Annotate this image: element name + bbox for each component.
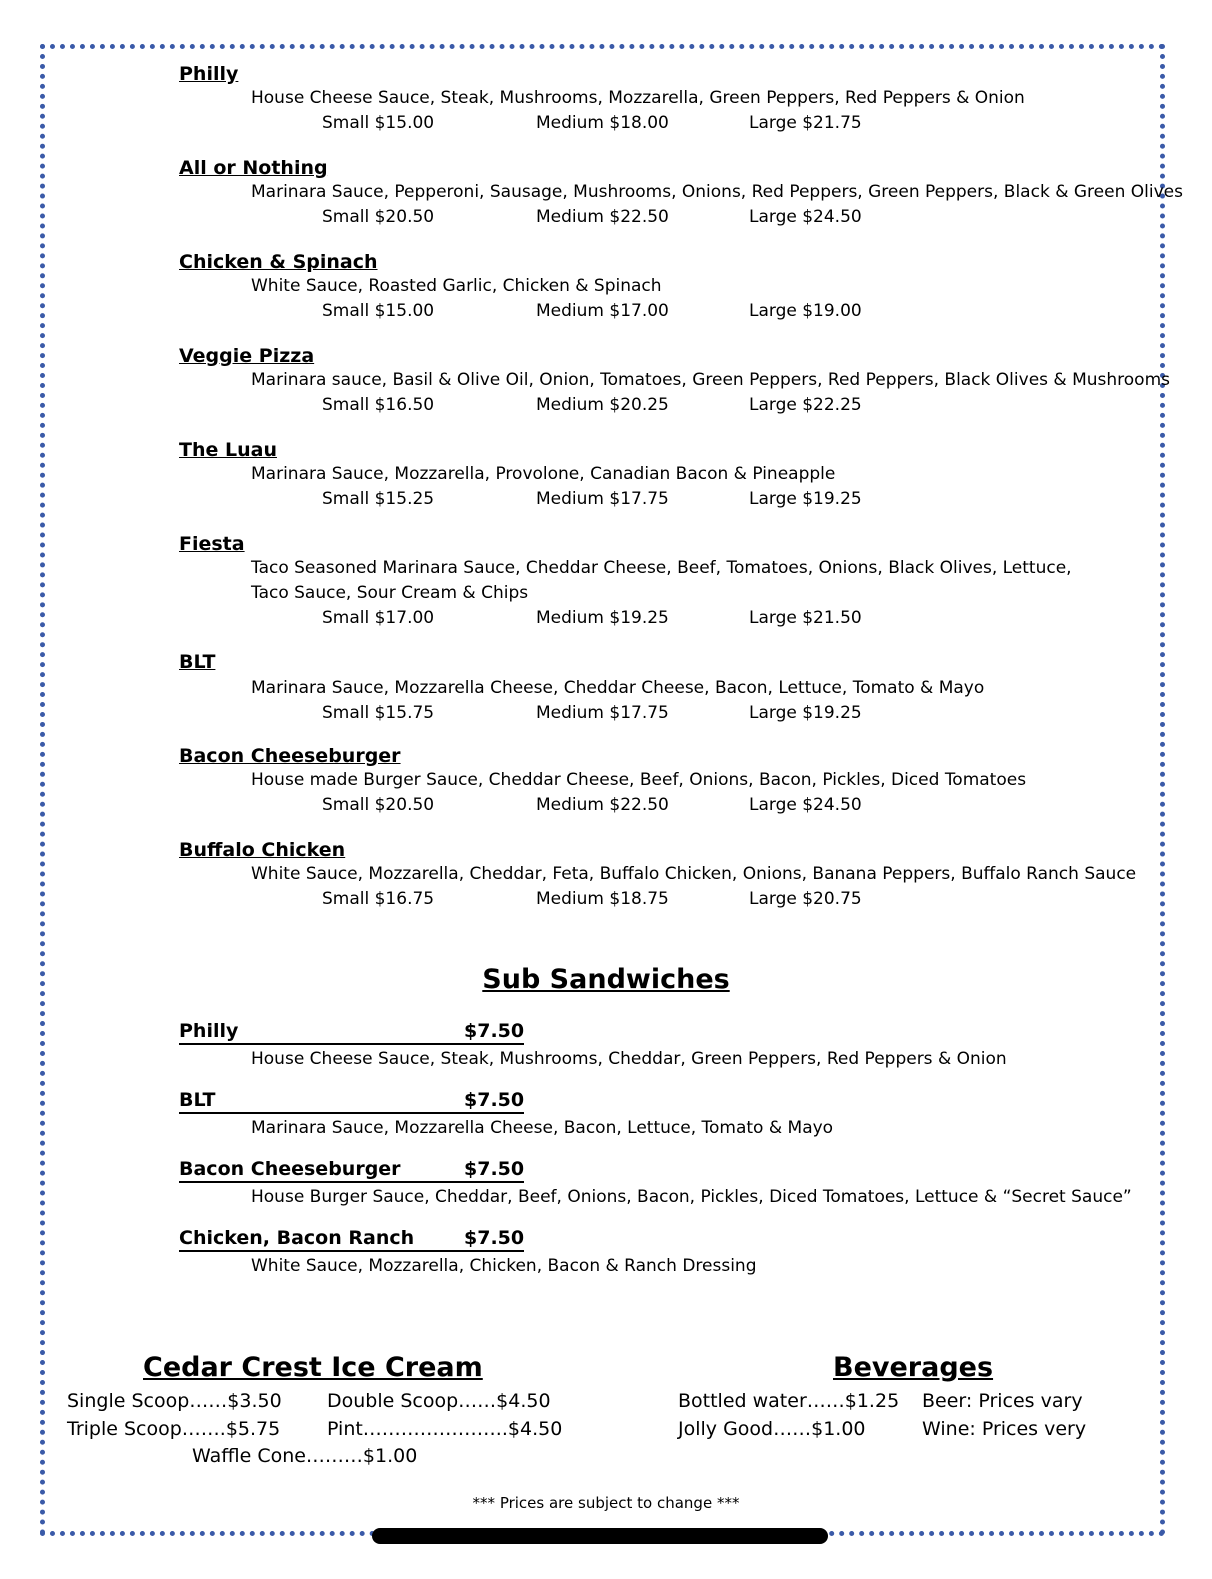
pizza-description: House made Burger Sauce, Cheddar Cheese, Beef, Onions, Bacon, Pickles, Diced Tomatoes bbox=[251, 770, 1027, 790]
pizza-item-buffalo-chicken bbox=[179, 838, 1169, 912]
sub-description: Marinara Sauce, Mozzarella Cheese, Bacon, Lettuce, Tomato & Mayo bbox=[251, 1118, 834, 1138]
pizza-prices bbox=[179, 111, 1169, 136]
price-small: Small $15.00 bbox=[322, 113, 435, 133]
sub-header bbox=[179, 1088, 524, 1114]
price-small: Small $20.50 bbox=[322, 795, 435, 815]
pizza-name: Buffalo Chicken bbox=[179, 839, 346, 861]
sub-header bbox=[179, 1157, 524, 1183]
sub-item-bacon-cheeseburger bbox=[179, 1157, 1169, 1210]
waffle-cone: Waffle Cone………$1.00 bbox=[192, 1445, 418, 1467]
pizza-name: BLT bbox=[179, 651, 216, 673]
sub-name: Chicken, Bacon Ranch bbox=[179, 1227, 415, 1249]
double-scoop: Double Scoop……$4.50 bbox=[327, 1390, 551, 1412]
pizza-description-cont: Taco Sauce, Sour Cream & Chips bbox=[251, 583, 529, 603]
beer: Beer: Prices vary bbox=[922, 1390, 1083, 1412]
pizza-prices bbox=[179, 887, 1169, 912]
sub-name: BLT bbox=[179, 1089, 216, 1111]
wine: Wine: Prices very bbox=[922, 1418, 1087, 1440]
price-large: Large $24.50 bbox=[749, 795, 862, 815]
sub-item-blt bbox=[179, 1088, 1169, 1141]
price-large: Large $19.25 bbox=[749, 703, 862, 723]
price-medium: Medium $18.75 bbox=[536, 889, 669, 909]
pizza-prices bbox=[179, 487, 1169, 512]
sub-price: $7.50 bbox=[464, 1020, 525, 1042]
bottled-water: Bottled water……$1.25 bbox=[678, 1390, 900, 1412]
pizza-item-bacon-cheeseburger bbox=[179, 744, 1169, 818]
sub-price: $7.50 bbox=[464, 1158, 525, 1180]
price-small: Small $17.00 bbox=[322, 608, 435, 628]
sub-description: White Sauce, Mozzarella, Chicken, Bacon & Ranch Dressing bbox=[251, 1256, 757, 1276]
sub-name: Philly bbox=[179, 1020, 239, 1042]
pizza-name: Bacon Cheeseburger bbox=[179, 745, 401, 767]
pizza-prices bbox=[179, 205, 1169, 230]
pizza-item-chicken-spinach bbox=[179, 250, 1169, 324]
price-small: Small $16.50 bbox=[322, 395, 435, 415]
pizza-prices bbox=[179, 793, 1169, 818]
triple-scoop: Triple Scoop…….$5.75 bbox=[67, 1418, 281, 1440]
pizza-item-veggie bbox=[179, 344, 1169, 418]
sub-price: $7.50 bbox=[464, 1227, 525, 1249]
sub-description: House Burger Sauce, Cheddar, Beef, Onions, Bacon, Pickles, Diced Tomatoes, Lettuce & “Secret Sauce” bbox=[251, 1187, 1132, 1207]
price-medium: Medium $17.75 bbox=[536, 489, 669, 509]
sub-name: Bacon Cheeseburger bbox=[179, 1158, 401, 1180]
price-small: Small $15.75 bbox=[322, 703, 435, 723]
pint: Pint…………………..$4.50 bbox=[327, 1418, 563, 1440]
beverages-title: Beverages bbox=[833, 1352, 994, 1383]
pizza-item-fiesta bbox=[179, 532, 1169, 631]
pizza-prices bbox=[179, 606, 1169, 631]
pizza-prices bbox=[179, 393, 1169, 418]
price-small: Small $15.25 bbox=[322, 489, 435, 509]
pizza-description: Marinara Sauce, Mozzarella, Provolone, Canadian Bacon & Pineapple bbox=[251, 464, 836, 484]
pizza-description: White Sauce, Mozzarella, Cheddar, Feta, Buffalo Chicken, Onions, Banana Peppers, Buffalo Ranch Sauce bbox=[251, 864, 1137, 884]
sub-item-chicken-bacon-ranch bbox=[179, 1226, 1169, 1279]
pizza-description: House Cheese Sauce, Steak, Mushrooms, Mozzarella, Green Peppers, Red Peppers & Onion bbox=[251, 88, 1025, 108]
price-medium: Medium $19.25 bbox=[536, 608, 669, 628]
price-medium: Medium $20.25 bbox=[536, 395, 669, 415]
price-large: Large $19.25 bbox=[749, 489, 862, 509]
price-large: Large $19.00 bbox=[749, 301, 862, 321]
price-large: Large $24.50 bbox=[749, 207, 862, 227]
pizza-description: Marinara Sauce, Mozzarella Cheese, Cheddar Cheese, Bacon, Lettuce, Tomato & Mayo bbox=[251, 678, 985, 698]
sub-header bbox=[179, 1019, 524, 1045]
price-disclaimer: *** Prices are subject to change *** bbox=[472, 1494, 740, 1512]
price-small: Small $20.50 bbox=[322, 207, 435, 227]
sub-price: $7.50 bbox=[464, 1089, 525, 1111]
price-medium: Medium $22.50 bbox=[536, 795, 669, 815]
price-large: Large $20.75 bbox=[749, 889, 862, 909]
price-large: Large $22.25 bbox=[749, 395, 862, 415]
sub-description: House Cheese Sauce, Steak, Mushrooms, Cheddar, Green Peppers, Red Peppers & Onion bbox=[251, 1049, 1007, 1069]
pizza-item-luau bbox=[179, 438, 1169, 512]
sub-header bbox=[179, 1226, 524, 1252]
pizza-prices bbox=[179, 701, 1169, 726]
price-medium: Medium $22.50 bbox=[536, 207, 669, 227]
pizza-item-blt bbox=[179, 650, 1169, 726]
sub-sandwiches-title: Sub Sandwiches bbox=[482, 964, 730, 995]
sub-item-philly bbox=[179, 1019, 1169, 1072]
price-large: Large $21.50 bbox=[749, 608, 862, 628]
pizza-item-all-or-nothing bbox=[179, 156, 1183, 230]
pizza-description: White Sauce, Roasted Garlic, Chicken & Spinach bbox=[251, 276, 662, 296]
pizza-description: Taco Seasoned Marinara Sauce, Cheddar Cheese, Beef, Tomatoes, Onions, Black Olives, Lettuce, bbox=[251, 558, 1072, 578]
pizza-description: Marinara Sauce, Pepperoni, Sausage, Mushrooms, Onions, Red Peppers, Green Peppers, Black & Green Olives bbox=[251, 182, 1183, 202]
pizza-name: All or Nothing bbox=[179, 157, 328, 179]
pizza-name: Philly bbox=[179, 63, 239, 85]
price-small: Small $15.00 bbox=[322, 301, 435, 321]
ice-cream-title: Cedar Crest Ice Cream bbox=[143, 1352, 483, 1383]
price-medium: Medium $18.00 bbox=[536, 113, 669, 133]
pizza-name: Veggie Pizza bbox=[179, 345, 315, 367]
pizza-name: Fiesta bbox=[179, 533, 245, 555]
price-medium: Medium $17.75 bbox=[536, 703, 669, 723]
home-indicator[interactable] bbox=[372, 1528, 828, 1544]
single-scoop: Single Scoop……$3.50 bbox=[67, 1390, 282, 1412]
price-large: Large $21.75 bbox=[749, 113, 862, 133]
price-medium: Medium $17.00 bbox=[536, 301, 669, 321]
pizza-name: Chicken & Spinach bbox=[179, 251, 378, 273]
pizza-prices bbox=[179, 299, 1169, 324]
pizza-description: Marinara sauce, Basil & Olive Oil, Onion, Tomatoes, Green Peppers, Red Peppers, Black Olives & Mushrooms bbox=[251, 370, 1170, 390]
jolly-good: Jolly Good……$1.00 bbox=[678, 1418, 866, 1440]
price-small: Small $16.75 bbox=[322, 889, 435, 909]
pizza-name: The Luau bbox=[179, 439, 277, 461]
pizza-item-philly bbox=[179, 62, 1169, 136]
